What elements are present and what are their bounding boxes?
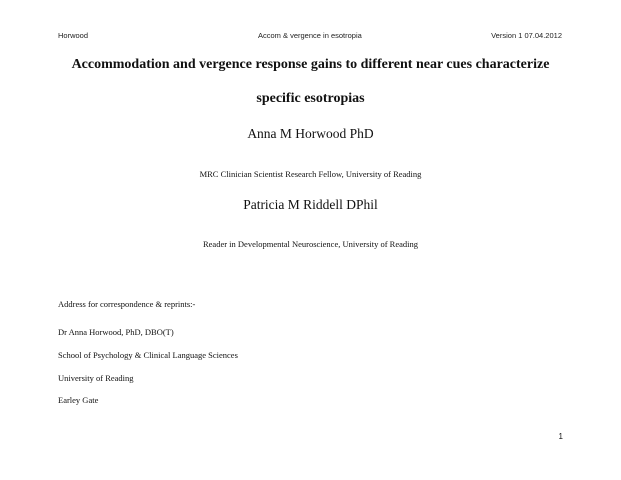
author-affiliation-1: MRC Clinician Scientist Research Fellow, University of Reading xyxy=(199,169,422,179)
author-name-2: Patricia M Riddell DPhil xyxy=(243,197,378,212)
address-line: Dr Anna Horwood, PhD, DBO(T) xyxy=(58,327,174,337)
header-author: Horwood xyxy=(58,31,89,40)
header-running-title: Accom & vergence in esotropia xyxy=(258,31,362,40)
page-number: 1 xyxy=(558,432,563,441)
address-line: Earley Gate xyxy=(58,395,99,405)
paper-title-line-2: specific esotropias xyxy=(256,91,365,106)
author-affiliation-2: Reader in Developmental Neuroscience, University of Reading xyxy=(202,239,419,249)
author-name-1: Anna M Horwood PhD xyxy=(247,126,374,141)
header-version: Version 1 07.04.2012 xyxy=(491,31,562,40)
paper-title-line-1: Accommodation and vergence response gains to different near cues characterize xyxy=(71,57,550,72)
correspondence-heading: Address for correspondence & reprints:- xyxy=(58,299,196,309)
address-line: School of Psychology & Clinical Language Sciences xyxy=(58,350,238,360)
address-line: University of Reading xyxy=(58,373,134,383)
